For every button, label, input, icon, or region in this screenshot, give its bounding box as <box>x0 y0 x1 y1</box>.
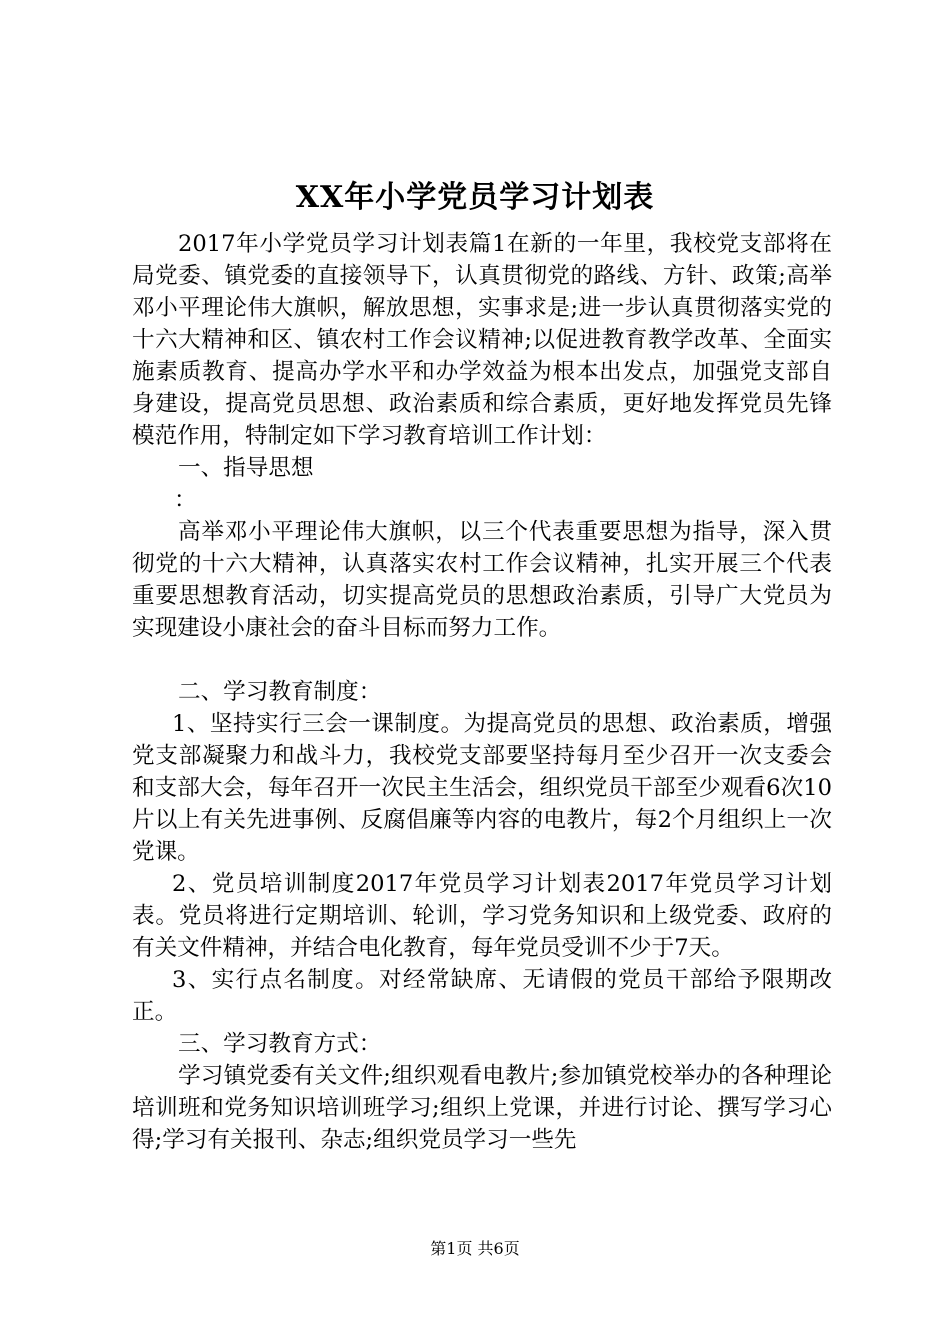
blank-line <box>132 644 832 676</box>
section-heading-study-system: 二、学习教育制度： <box>178 679 382 705</box>
intro-paragraph: 2017年小学党员学习计划表篇1在新的一年里，我校党支部将在局党委、镇党委的直接领导下，认真贯彻党的路线、方针、政策;高举邓小平理论伟大旗帜，解放思想，实事求是;进一步认真贯彻落实党的十六大精神和区、镇农村工作会议精神;以促进教育教学改革、全面实施素质教育、提高办学水平和办学效益为根本出发点，加强党支部自身建设，提高党员思想、政治素质和综合素质，更好地发挥党员先锋模范作用，特制定如下学习教育培训工作计划： <box>132 231 832 449</box>
section-heading-guiding-thought: 一、指导思想 <box>178 455 314 481</box>
guiding-thought-paragraph: 高举邓小平理论伟大旗帜，以三个代表重要思想为指导，深入贯彻党的十六大精神，认真落实农村工作会议精神，扎实开展三个代表重要思想教育活动，切实提高党员的思想政治素质，引导广大党员为实现建设小康社会的奋斗目标而努力工作。 <box>132 519 832 641</box>
colon-line: ： <box>174 487 197 513</box>
study-methods-paragraph: 学习镇党委有关文件;组织观看电教片;参加镇党校举办的各种理论培训班和党务知识培训班学习;组织上党课，并进行讨论、撰写学习心得;学习有关报刊、杂志;组织党员学习一些先 <box>132 1063 832 1153</box>
study-system-item-2: 2、党员培训制度2017年党员学习计划表2017年党员学习计划表。党员将进行定期培训、轮训，学习党务知识和上级党委、政府的有关文件精神，并结合电化教育，每年党员受训不少于7天。 <box>132 871 832 961</box>
page-footer: 第1页 共6页 <box>430 1239 520 1258</box>
study-system-item-3: 3、实行点名制度。对经常缺席、无请假的党员干部给予限期改正。 <box>132 967 832 1025</box>
section-heading-study-methods: 三、学习教育方式： <box>178 1031 382 1057</box>
study-system-item-1: 1、坚持实行三会一课制度。为提高党员的思想、政治素质，增强党支部凝聚力和战斗力，我校党支部要坚持每月至少召开一次支委会和支部大会，每年召开一次民主生活会，组织党员干部至少观看6次10片以上有关先进事例、反腐倡廉等内容的电教片，每2个月组织上一次党课。 <box>132 711 832 865</box>
document-title: XX年小学党员学习计划表 <box>295 180 655 215</box>
document-body <box>132 228 832 1156</box>
